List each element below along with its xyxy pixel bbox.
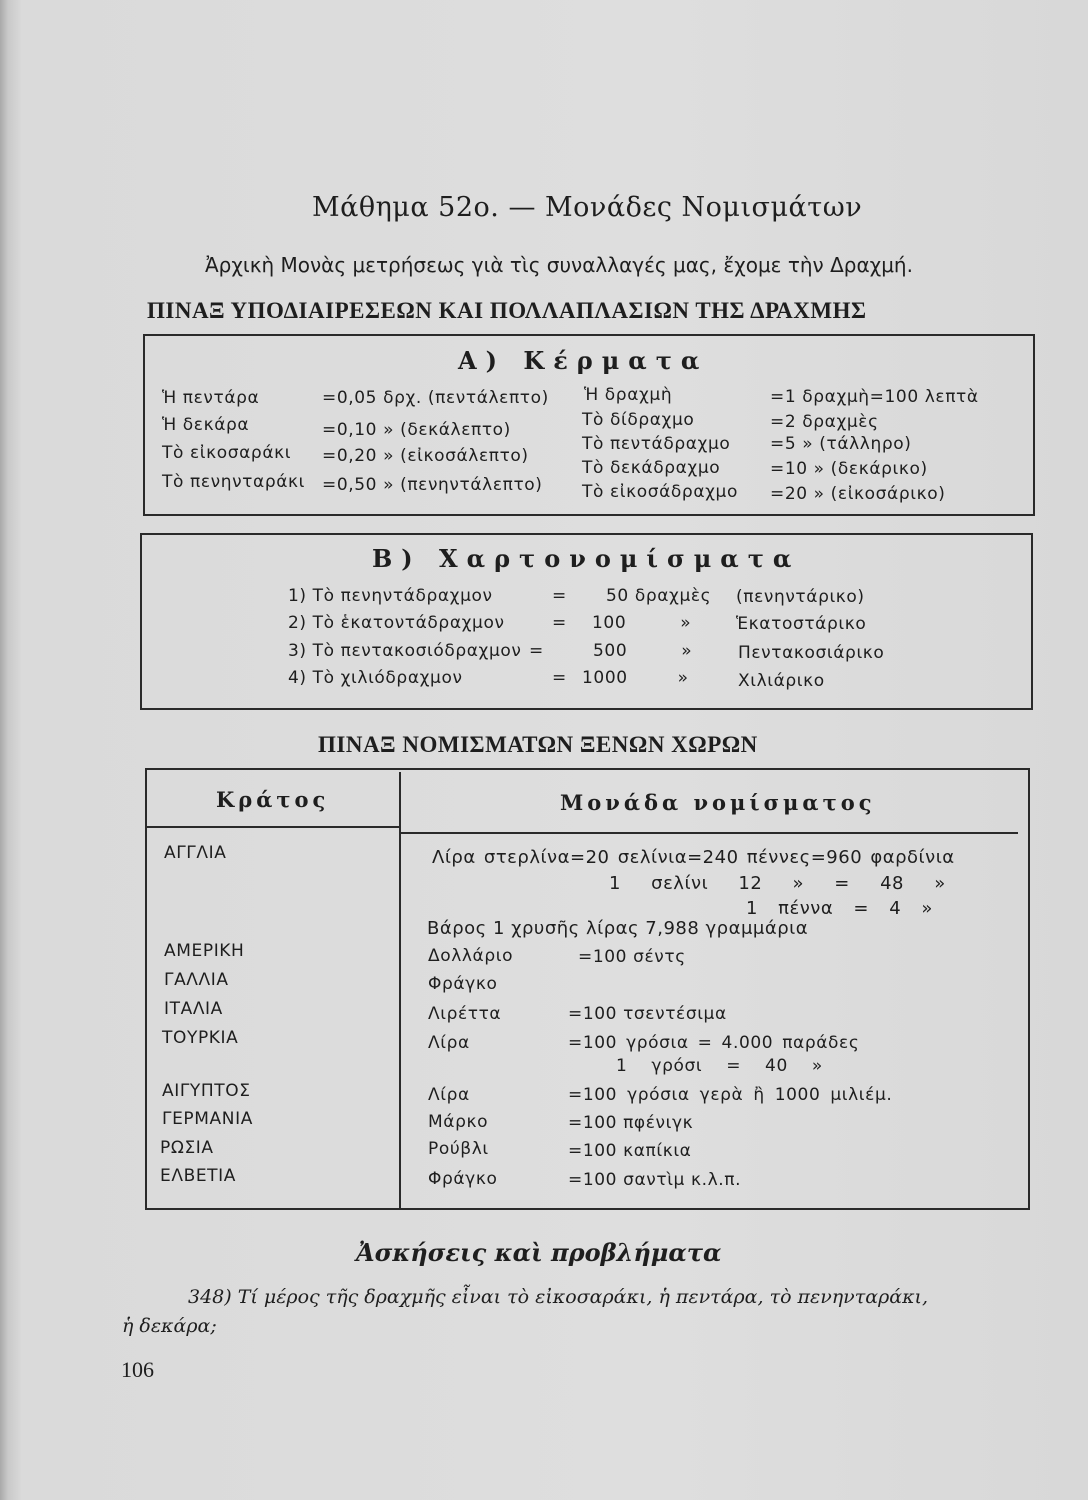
page-number: 106 — [121, 1357, 154, 1382]
note-eq: = — [529, 641, 544, 661]
country-name: ΕΛΒΕΤΙΑ — [160, 1166, 237, 1186]
coin-value: =0,50 » (πενηντάλεπτο) — [322, 475, 543, 495]
coin-name: Τὸ πεντάδραχμο — [582, 434, 731, 454]
note-name: 1) Τὸ πενηντάδραχμον — [288, 586, 493, 606]
coins-section-title: Α) Κέρματα — [458, 346, 709, 375]
column-divider — [399, 772, 401, 1208]
note-eq: = — [552, 613, 567, 633]
country-name: ΑΓΓΛΙΑ — [164, 843, 227, 863]
turkey-extra: 1 γρόσι = 40 » — [616, 1056, 823, 1076]
column-header-unit: Μονάδα νομίσματος — [560, 790, 876, 815]
note-name: 3) Τὸ πεντακοσιόδραχμον — [288, 641, 522, 661]
unit-value: =100 καπίκια — [568, 1141, 692, 1161]
note-nickname: (πενηντάρικο) — [736, 587, 865, 607]
note-eq: = — [552, 586, 567, 606]
note-name: 4) Τὸ χιλιόδραχμον — [288, 668, 463, 688]
coin-name: Τὸ δίδραχμο — [582, 410, 695, 430]
subdivisions-table-heading: ΠΙΝΑΞ ΥΠΟΔΙΑΙΡΕΣΕΩΝ ΚΑΙ ΠΟΛΛΑΠΛΑΣΙΩΝ ΤΗΣ ΔΡΑΧΜΗΣ — [147, 298, 867, 323]
coin-value: =0,20 » (εἰκοσάλεπτο) — [322, 446, 529, 466]
coin-value: =10 » (δεκάρικο) — [770, 459, 928, 479]
header-divider — [399, 832, 1018, 834]
unit-value: =100 σαντὶμ κ.λ.π. — [568, 1170, 742, 1190]
coin-name: Ἡ δεκάρα — [162, 415, 250, 435]
lesson-intro: Ἀρχικὴ Μονὰς μετρήσεως γιὰ τὶς συναλλαγές μας, ἔχομε τὴν Δραχμή. — [205, 253, 913, 277]
unit-name: Δολλάριο — [428, 946, 514, 966]
coin-name: Τὸ εἰκοσάδραχμο — [582, 482, 738, 502]
country-name: ΡΩΣΙΑ — [160, 1138, 214, 1158]
unit-name: Λιρέττα — [428, 1004, 502, 1024]
exercises-heading: Ἀσκήσεις καὶ προβλήματα — [356, 1238, 722, 1267]
country-name: ΓΕΡΜΑΝΙΑ — [162, 1109, 253, 1129]
england-unit-line: Βάρος 1 χρυσῆς λίρας 7,988 γραμμάρια — [427, 918, 809, 939]
country-name: ΑΜΕΡΙΚΗ — [164, 941, 245, 961]
coin-value: =5 » (τάλληρο) — [770, 434, 912, 454]
unit-name: Ρούβλι — [428, 1139, 489, 1159]
unit-name: Φράγκο — [428, 1169, 498, 1189]
country-name: ΑΙΓΥΠΤΟΣ — [162, 1081, 251, 1101]
england-unit-line: 1 σελίνι 12 » = 48 » — [609, 873, 946, 894]
coin-value: =2 δραχμὲς — [770, 412, 879, 432]
unit-value: =100 γρόσια = 4.000 παράδες — [568, 1033, 860, 1053]
coin-name: Τὸ δεκάδραχμο — [582, 458, 721, 478]
note-nickname: Πεντακοσιάρικο — [738, 643, 885, 663]
problem-text-continued: ἡ δεκάρα; — [122, 1315, 217, 1337]
coin-name: Ἡ δραχμὴ — [584, 385, 673, 405]
note-eq: = — [552, 668, 567, 688]
unit-value: =100 γρόσια γερὰ ἢ 1000 μιλιέμ. — [568, 1085, 893, 1105]
unit-name: Φράγκο — [428, 974, 498, 994]
coin-value: =0,10 » (δεκάλεπτο) — [322, 420, 511, 440]
header-divider — [147, 826, 399, 828]
problem-text: 348) Τί μέρος τῆς δραχμῆς εἶναι τὸ εἰκοσαράκι, ἡ πεντάρα, τὸ πενηνταράκι, — [188, 1286, 929, 1308]
country-name: ΙΤΑΛΙΑ — [164, 999, 223, 1019]
coin-value: =20 » (εἰκοσάρικο) — [770, 484, 946, 504]
foreign-currencies-heading: ΠΙΝΑΞ ΝΟΜΙΣΜΑΤΩΝ ΞΕΝΩΝ ΧΩΡΩΝ — [318, 732, 758, 757]
note-value: 1000 » — [582, 668, 689, 688]
note-value: 50 δραχμὲς — [606, 586, 712, 606]
note-name: 2) Τὸ ἑκατοντάδραχμον — [288, 613, 505, 633]
lesson-title: Μάθημα 52ο. — Μονάδες Νομισμάτων — [312, 192, 863, 223]
coin-name: Ἡ πεντάρα — [162, 388, 260, 408]
england-unit-line: Λίρα στερλίνα=20 σελίνια=240 πέννες=960 φαρδίνια — [432, 847, 955, 868]
unit-value: =100 τσεντέσιμα — [568, 1004, 727, 1024]
unit-name: Μάρκο — [428, 1112, 489, 1132]
coin-name: Τὸ πενηνταράκι — [162, 472, 305, 492]
unit-name: Λίρα — [428, 1085, 470, 1105]
england-unit-line: 1 πέννα = 4 » — [746, 898, 933, 919]
unit-name: Λίρα — [428, 1033, 470, 1053]
note-nickname: Ἑκατοστάρικο — [736, 614, 867, 634]
note-value: 100 » — [592, 613, 692, 633]
column-header-country: Κράτος — [216, 787, 330, 812]
banknotes-section-title: Β) Χαρτονομίσματα — [372, 544, 801, 573]
country-name: ΤΟΥΡΚΙΑ — [162, 1028, 239, 1048]
country-name: ΓΑΛΛΙΑ — [164, 970, 229, 990]
note-nickname: Χιλιάρικο — [738, 671, 825, 691]
coin-name: Τὸ εἰκοσαράκι — [162, 443, 292, 463]
unit-value: =100 σέντς — [578, 947, 686, 967]
note-value: 500 » — [593, 641, 693, 661]
unit-value: =100 πφένιγκ — [568, 1113, 694, 1133]
coin-value: =0,05 δρχ. (πεντάλεπτο) — [322, 388, 549, 408]
coin-value: =1 δραχμὴ=100 λεπτὰ — [770, 387, 979, 407]
